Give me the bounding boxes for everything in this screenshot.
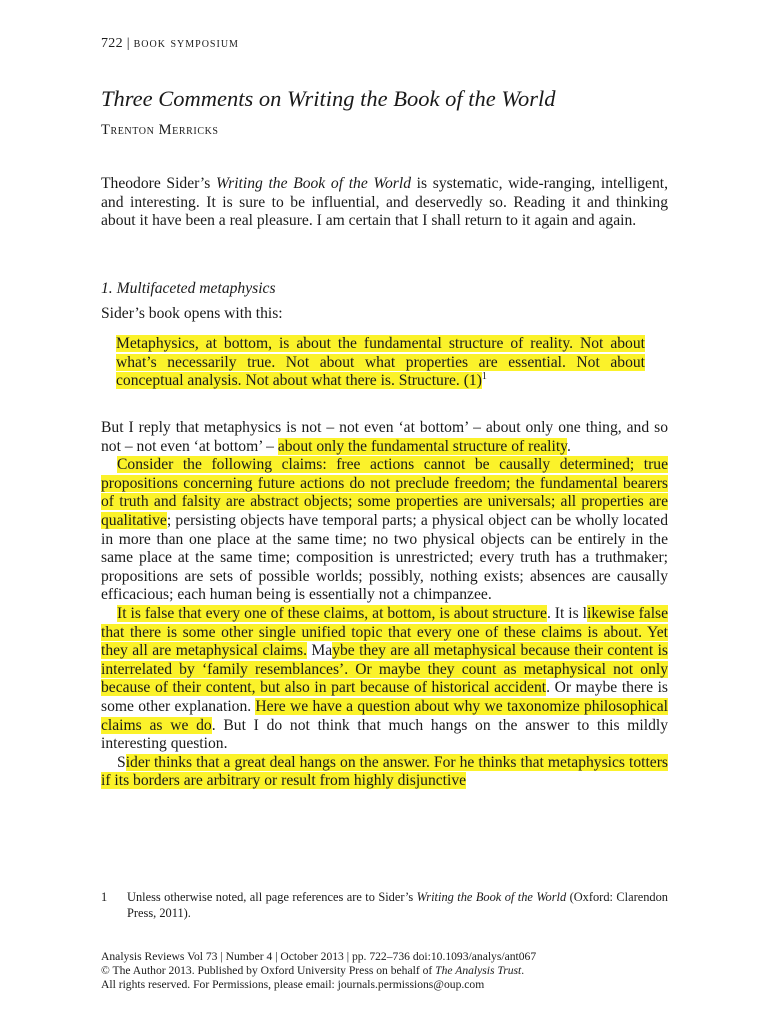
section-heading: 1. Multifaceted metaphysics xyxy=(101,280,276,297)
permissions-line: All rights reserved. For Permissions, please email: journals.permissions@oup.com xyxy=(101,978,485,991)
para1-text: But I reply that metaphysics is not – not even ‘at bottom’ – about only one thing, and so not – not even ‘at bottom’ – xyxy=(101,419,668,455)
para3-highlight-4: Here we have a question about why we taxonomize philosophical claims as we do xyxy=(101,697,668,734)
footnote-number: 1 xyxy=(101,890,108,904)
para3-text-1: . It is l xyxy=(546,604,587,622)
intro-text-start: Theodore Sider’s xyxy=(101,175,216,192)
footnote-text xyxy=(127,889,668,921)
journal-citation: Analysis Reviews Vol 73 | Number 4 | October 2013 | pp. 722–736 doi:10.1093/analys/ant067 xyxy=(101,950,537,963)
paragraph-2 xyxy=(101,456,668,605)
footnote xyxy=(101,889,668,921)
footnote-text-start: Unless otherwise noted, all page references are to Sider’s xyxy=(127,890,417,904)
para3-highlight-3: ybe they are all metaphysical because their content is interrelated by ‘family resemblances’. Or maybe they count as metaphysical not only because of their content, but also in part because of historical accident xyxy=(101,642,668,697)
copyright-line xyxy=(101,964,668,978)
copyright-end: . xyxy=(521,964,525,977)
quote-lead-in: Sider’s book opens with this: xyxy=(101,305,283,322)
intro-paragraph xyxy=(101,175,668,231)
article-author: Trenton Merricks xyxy=(101,122,219,138)
para3-text-4: . But I do not think that much hangs on the answer to this mildly interesting question. xyxy=(101,716,668,753)
para3-text-2: Ma xyxy=(307,642,333,660)
copyright-text: © The Author 2013. Published by Oxford University Press on behalf of xyxy=(101,964,436,977)
para3-highlight-2: ikewise false that there is some other single unified topic that every one of these claims is about. Yet they all are metaphysical claims. xyxy=(101,604,669,660)
page-number: 722 xyxy=(101,36,123,51)
para4-highlight: ider thinks that a great deal hangs on the answer. For he thinks that metaphysics totters if its borders are arbitrary or result from highly disjunctive xyxy=(101,753,668,790)
paragraph-3 xyxy=(101,605,668,754)
para3-text-3: . Or maybe there is some other explanation. xyxy=(101,679,668,715)
journal-info xyxy=(101,950,668,992)
main-text xyxy=(101,419,668,791)
para4-text: S xyxy=(117,753,126,771)
para1-end: . xyxy=(566,437,571,455)
quote-text: Metaphysics, at bottom, is about the fundamental structure of reality. Not about what’s necessarily true. Not about what properties are essential. Not about conceptual analysis. Not about what there is. Structure. (1) xyxy=(116,335,645,390)
article-title: Three Comments on Writing the Book of the World xyxy=(101,86,556,111)
para1-highlight: about only the fundamental structure of reality xyxy=(277,437,567,455)
running-head-section: book symposium xyxy=(133,36,239,51)
footnote-reference: 1 xyxy=(481,371,487,383)
footnote-text-end: (Oxford: Clarendon Press, 2011). xyxy=(127,890,668,920)
intro-text-end: is systematic, wide-ranging, intelligent, and interesting. It is sure to be influential, and deservedly so. Reading it and thinking about it have been a real pleasure. I am certain that I shall return to it again and again. xyxy=(101,175,668,230)
block-quote xyxy=(116,335,645,391)
running-head xyxy=(101,36,239,52)
paragraph-1 xyxy=(101,419,668,456)
para2-highlight: Consider the following claims: free actions cannot be causally determined; true propositions concerning future actions do not preclude freedom; the fundamental bearers of truth and falsity are abstract objects; some properties are universals; all properties are qualitative xyxy=(101,456,668,529)
para3-highlight-1: It is false that every one of these claims, at bottom, is about structure xyxy=(117,604,547,622)
footnote-book-title: Writing the Book of the World xyxy=(416,890,567,904)
copyright-trust: The Analysis Trust xyxy=(435,964,522,977)
paragraph-4 xyxy=(101,754,668,791)
intro-book-title: Writing the Book of the World xyxy=(216,175,411,192)
para2-text: ; persisting objects have temporal parts; a physical object can be wholly located in more than one place at the same time; no two physical objects can be entirely in the same place at the same time; composition is unrestricted; every truth has a truthmaker; propositions are sets of possible worlds; possibly, nothing exists; absences are causally efficacious; each human being is essentially not a chimpanzee. xyxy=(101,511,668,604)
running-head-separator: | xyxy=(126,36,130,51)
